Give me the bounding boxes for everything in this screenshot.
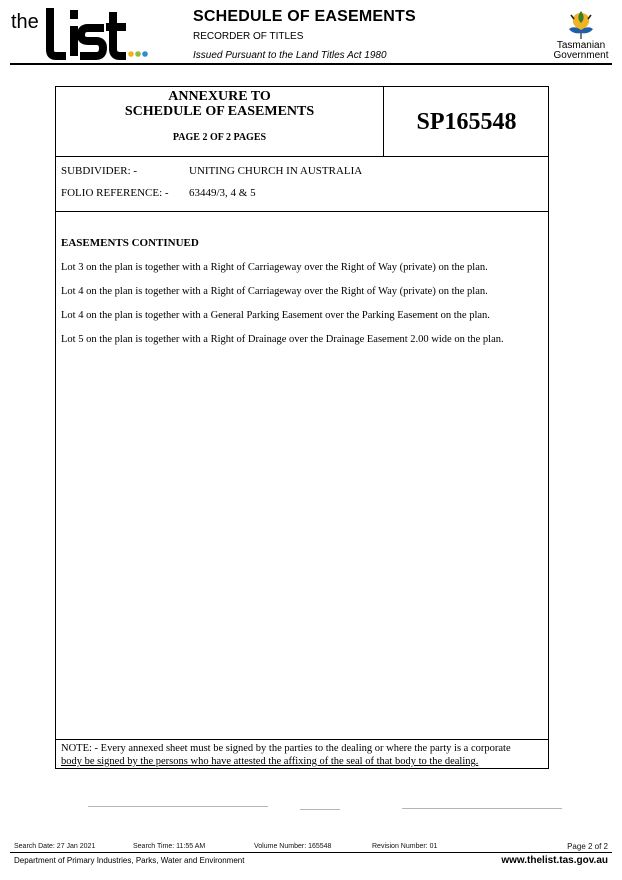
signing-note-line-1: NOTE: - Every annexed sheet must be signed by the parties to the dealing or where the party is a corporate	[61, 743, 511, 754]
government-line-2: Government	[553, 50, 609, 61]
thelist-logo	[10, 6, 150, 60]
signing-note	[61, 742, 545, 768]
scan-mark	[300, 809, 340, 810]
search-time: Search Time: 11:55 AM	[133, 843, 206, 850]
easements-heading: EASEMENTS CONTINUED	[61, 237, 199, 249]
footer-divider	[10, 852, 612, 853]
signing-note-line-2: body be signed by the persons who have attested the affixing of the seal of that body to the dealing.	[61, 756, 479, 767]
folio-reference-value: 63449/3, 4 & 5	[189, 187, 256, 199]
thelist-logo-graphic	[10, 6, 150, 60]
easement-item: Lot 4 on the plan is together with a General Parking Easement over the Parking Easement on the plan.	[61, 310, 490, 321]
easement-item: Lot 3 on the plan is together with a Right of Carriageway over the Right of Way (private) on the plan.	[61, 262, 488, 273]
form-divider-2	[55, 211, 549, 212]
scan-mark	[88, 806, 268, 807]
form-divider-3	[55, 739, 549, 740]
plan-number: SP165548	[416, 109, 517, 135]
website-link[interactable]: www.thelist.tas.gov.au	[501, 855, 608, 866]
government-line-1: Tasmanian	[556, 40, 606, 51]
logo-dot-2	[135, 51, 141, 57]
government-name	[550, 41, 612, 61]
easement-item: Lot 4 on the plan is together with a Right of Carriageway over the Right of Way (private) on the plan.	[61, 286, 488, 297]
act-reference: Issued Pursuant to the Land Titles Act 1980	[193, 50, 387, 61]
recorder-of-titles: RECORDER OF TITLES	[193, 31, 304, 42]
volume-number: Volume Number: 165548	[254, 843, 332, 850]
tasmanian-government-crest-icon	[561, 9, 601, 41]
annexure-title-line-2: SCHEDULE OF EASEMENTS	[124, 104, 315, 119]
scan-mark	[402, 808, 562, 809]
easement-item: Lot 5 on the plan is together with a Right of Drainage over the Drainage Easement 2.00 wide on the plan.	[61, 334, 504, 345]
folio-reference-label: FOLIO REFERENCE: -	[61, 187, 169, 199]
page-count-label: PAGE 2 OF 2 PAGES	[172, 132, 267, 143]
search-date: Search Date: 27 Jan 2021	[14, 843, 96, 850]
subdivider-label: SUBDIVIDER: -	[61, 165, 138, 177]
logo-dot-1	[128, 51, 134, 57]
document-title: SCHEDULE OF EASEMENTS	[193, 8, 416, 25]
department-name: Department of Primary Industries, Parks, Water and Environment	[14, 856, 245, 865]
subdivider-value: UNITING CHURCH IN AUSTRALIA	[189, 165, 363, 177]
form-divider-1	[55, 156, 549, 157]
logo-dot-3	[142, 51, 148, 57]
page-indicator: Page 2 of 2	[567, 842, 608, 851]
header-divider	[10, 63, 612, 65]
revision-number: Revision Number: 01	[372, 843, 438, 850]
annexure-title-line-1: ANNEXURE TO	[168, 89, 271, 104]
svg-text:the: the	[11, 11, 39, 33]
